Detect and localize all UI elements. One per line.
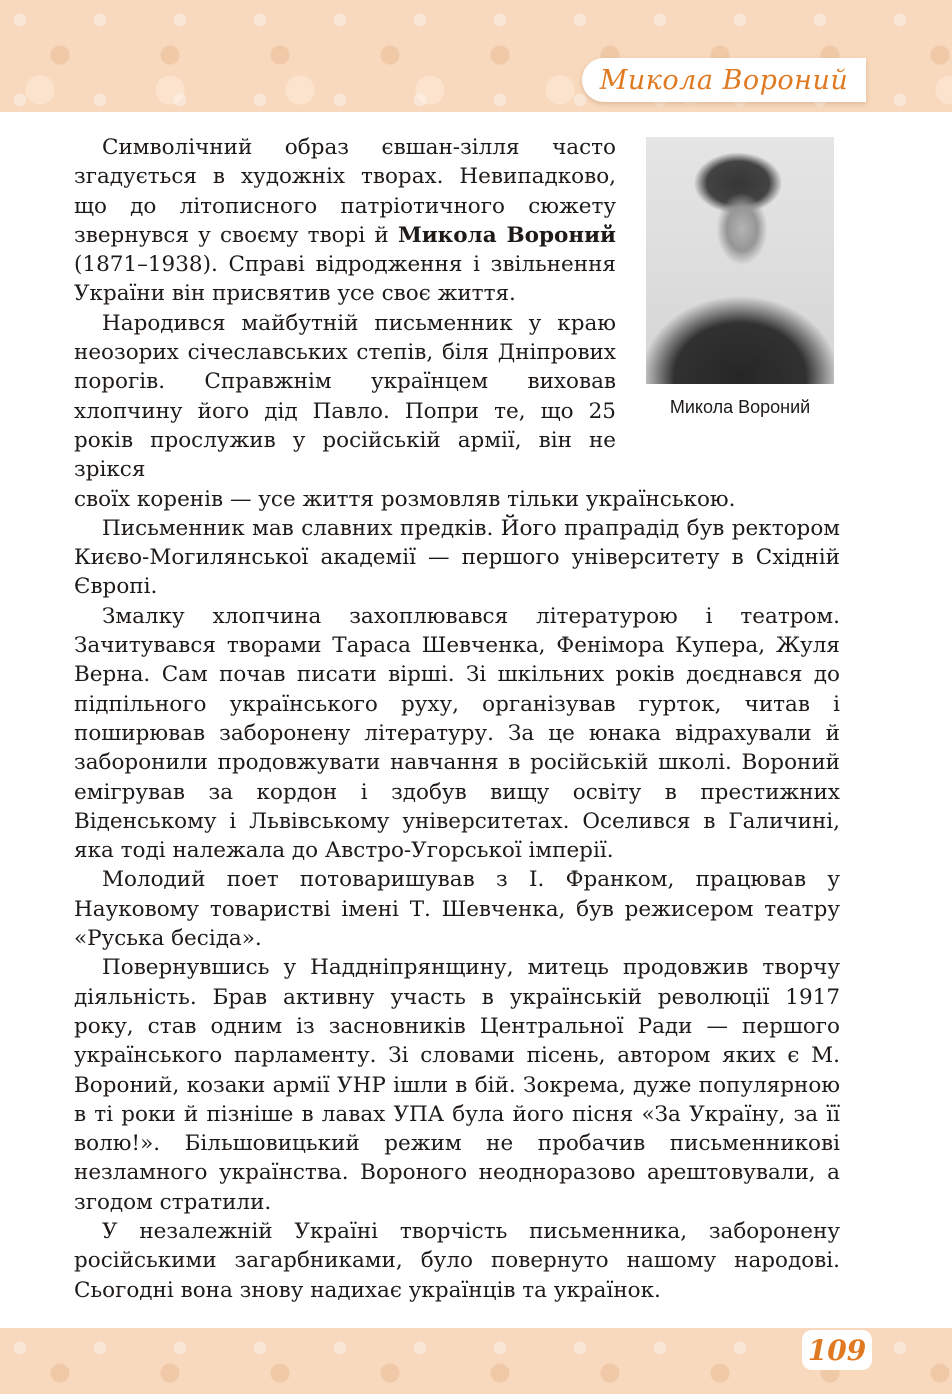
paragraph-6: Повернувшись у Наддніпрянщину, митець продовжив творчу діяльність. Брав активну участь в українській революції 1917 року, став одним із засновників Центральної Ради — першого українського парламенту. Зі словами пісень, автором яких є М. Вороний, козаки армії УНР ішли в бій. Зокрема, дуже популярною в ті роки й пізніше в лавах УПА була його пісня «За Україну, за її волю!». Більшовицький режим не пробачив письменникові незламного українства. Вороного неодноразово арештовували, а згодом стратили. xyxy=(74,955,840,1215)
paragraph-2-continued: своїх коренів — усе життя розмовляв тільки українською. xyxy=(74,486,736,512)
paragraph-7: У незалежній Україні творчість письменника, заборонену російськими загарбниками, було повернуто нашому народові. Сьогодні вона знову надихає українців та українок. xyxy=(74,1218,840,1303)
paragraph-4: Змалку хлопчина захоплювався літературою і театром. Зачитувався творами Тараса Шевченка, Фенімора Купера, Жуля Верна. Сам почав писати вірші. Зі шкільних років доєднався до підпільного українського руху, організував гурток, читав і поширював заборонену літературу. За це юнака відрахували й заборонили продовжувати навчання в російській школі. Вороний емігрував за кордон і здобув вищу освіту в престижних Віденському і Львівському університетах. Оселився в Галичині, яка тоді належала до Австро-Угорської імперії. xyxy=(74,603,840,864)
paragraph-2: Народився майбутній письменник у краю неозорих січеславських степів, біля Дніпрових порогів. Справжнім українцем виховав хлопчину його дід Павло. Попри те, що 25 років прослужив у російській армії, він не зрікся xyxy=(74,310,616,483)
page-number: 109 xyxy=(807,1333,867,1367)
photo-caption: Микола Вороний xyxy=(669,397,811,417)
page-number-box xyxy=(802,1330,872,1370)
author-name: Микола Вороний xyxy=(397,222,616,248)
paragraph-5: Молодий поет потоваришував з І. Франком, працював у Науковому товаристві імені Т. Шевченка, був режисером театру «Руська бесіда». xyxy=(74,867,840,952)
paragraph-3: Письменник мав славних предків. Його прапрадід був ректором Києво-Могилянської академії — першого університету в Східній Європі. xyxy=(74,515,840,600)
paragraph-1-end: (1871–1938). Справі відродження і звільнення України він присвятив усе своє життя. xyxy=(74,252,616,307)
body-text xyxy=(74,133,840,1305)
paragraph-1 xyxy=(74,133,616,309)
chapter-title-tab xyxy=(582,58,866,102)
chapter-title: Микола Вороний xyxy=(599,64,849,96)
paragraph-1-start: Символічний образ євшан-зілля часто згадується в художніх творах. Невипадково, що до літописного патріотичного сюжету звернувся у своєму творі й xyxy=(74,135,616,248)
